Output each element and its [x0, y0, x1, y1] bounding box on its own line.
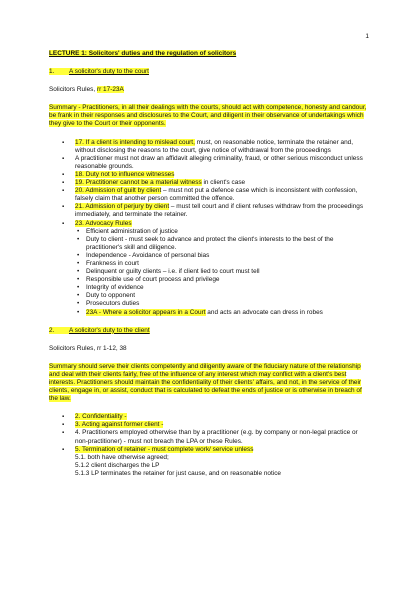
section-1-heading: 1. A solicitor's duty to the court: [49, 68, 149, 76]
list-item: ▪ 3. Acting against former client -: [49, 421, 367, 429]
list-item: ▪ 23. Advocacy Rules • Efficient administration of justice • Duty to client - must seek to advance and protect the client's interests to the best of the practitioner's skill and diligence. • Independence - Avoidance of personal bias • Frankness in court • Delinquent or guilty clients – i.e. if client lied to court must tell • Responsible use of court process and privilege • Integrity of evidence • Duty to opponent • Prosecutors duties • 23A - Where a solicitor appears in a Court and acts an advocate can dress in robes: [49, 220, 367, 317]
section-2-heading: 2. A solicitor's duty to the client: [49, 326, 150, 334]
document-body: [49, 50, 367, 488]
list-item: ▪ 18. Duty not to influence witnesses: [49, 171, 367, 179]
list-item: • Frankness in court: [75, 260, 367, 268]
list-item: • Efficient administration of justice: [75, 228, 367, 236]
list-item: 5.1.2 client discharges the LP: [75, 461, 160, 469]
list-item: • Responsible use of court process and privilege: [75, 276, 367, 284]
section-2-rules-list: [49, 413, 367, 478]
list-item: • Duty to opponent: [75, 292, 367, 300]
list-item: ▪ 19. Practitioner cannot be a material witness in client's case: [49, 179, 367, 187]
section-2-summary: Summary should serve their clients competently and diligently aware of the fiduciary nature of the relationship and deal with their clients fairly, free of the influence of any interest which may conflict with a client's best interests. Practitioners should maintain the confidentiality of their clients' affairs, and not, in the service of their clients, engage in, or assist, conduct that is calculated to defeat the ends of justice or is otherwise in breach of the law.: [49, 362, 362, 403]
list-item: • Integrity of evidence: [75, 284, 367, 292]
list-item: ▪ 4. Practitioners employed otherwise than by a practitioner (e.g. by company or non-legal practice or non-practitioner) - must not breach the LPA or these Rules.: [49, 429, 367, 445]
list-item: ▪ 21. Admission of perjury by client – must tell court and if client refuses withdraw from the proceedings immediately, and terminate the retainer.: [49, 203, 367, 219]
list-item: • Duty to client - must seek to advance and protect the client's interests to the best of the practitioner's skill and diligence.: [75, 236, 367, 252]
list-item: 5.1. both have otherwise agreed;: [75, 453, 169, 461]
section-1-summary: Summary - Practitioners, in all their dealings with the courts, should act with competence, honesty and candour, be frank in their responses and disclosures to the Court, and diligent in their observance of undertakings which they give to the Court or their opponents.: [49, 104, 367, 128]
list-item: • 23A - Where a solicitor appears in a Court and acts an advocate can dress in robes: [75, 309, 367, 317]
list-item: ▪ 17. If a client is intending to mislead court, must, on reasonable notice, terminate the retainer and, without disclosing the reasons to the court, give notice of withdrawal from the proceedings: [49, 139, 367, 155]
list-item: 5.1.3 LP terminates the retainer for just cause, and on reasonable notice: [75, 469, 282, 477]
list-item: • Delinquent or guilty clients – i.e. if client lied to court must tell: [75, 268, 367, 276]
section-2-rules: Solicitors Rules, rr 1-12, 38: [49, 344, 127, 352]
list-item: • Prosecutors duties: [75, 300, 367, 308]
list-item: ▪ 5. Termination of retainer - must complete work/ service unless 5.1. both have otherwise agreed; 5.1.2 client discharges the LP 5.1.3 LP terminates the retainer for just cause, and on reasonable notice: [49, 446, 367, 478]
list-item: ▪ A practitioner must not draw an affidavit alleging criminality, fraud, or other serious misconduct unless reasonable grounds.: [49, 155, 367, 171]
list-item: ▪ 20. Admission of guilt by client – must not put a defence case which is inconsistent with confession, falsely claim that another person committed the offence.: [49, 187, 367, 203]
section-1-rules: Solicitors Rules, rr 17-23A: [49, 86, 124, 94]
section-1-rules-list: [49, 139, 367, 317]
list-item: ▪ 2. Confidentiality -: [49, 413, 367, 421]
list-item: • Independence - Avoidance of personal bias: [75, 252, 367, 260]
lecture-title: LECTURE 1: Solicitors' duties and the regulation of solicitors: [49, 50, 237, 57]
advocacy-rules-list: [75, 228, 367, 317]
page-number: 1: [365, 33, 369, 40]
